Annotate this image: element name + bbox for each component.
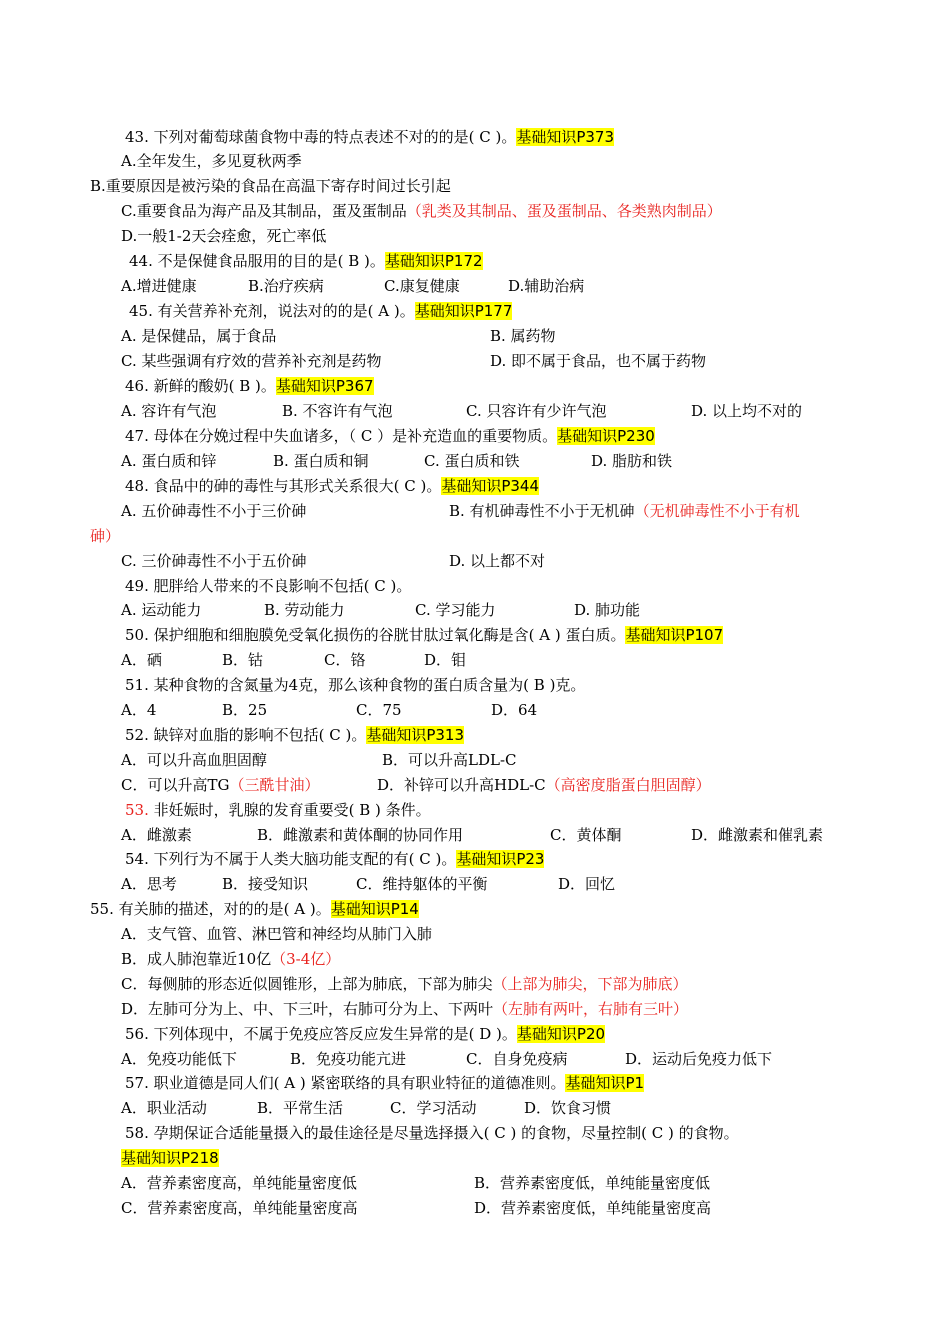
- question-43-option-b: B.重要原因是被污染的食品在高温下寄存时间过长引起: [90, 177, 451, 195]
- reference-highlight: 基础知识P23: [456, 850, 545, 868]
- option-text: C.重要食品为海产品及其制品，蛋及蛋制品: [121, 202, 407, 220]
- question-51-option-b: B．25: [222, 701, 268, 719]
- question-stem-text: 50. 保护细胞和细胞膜免受氧化损伤的谷胱甘肽过氧化酶是含( A ) 蛋白质。: [125, 626, 626, 644]
- question-56-option-d: D．运动后免疫力低下: [625, 1050, 773, 1068]
- correction-note: （无机砷毒性不小于有机: [634, 502, 800, 520]
- reference-highlight: 基础知识P172: [384, 252, 483, 270]
- question-55-option-b: [121, 949, 340, 969]
- question-45-option-a: A. 是保健品，属于食品: [121, 327, 277, 345]
- question-58-option-a: A．营养素密度高，单纯能量密度低: [121, 1174, 357, 1192]
- question-46-stem: [125, 376, 374, 396]
- correction-note: （高密度脂蛋白胆固醇）: [545, 776, 711, 794]
- option-text: B．成人肺泡靠近10亿: [121, 950, 272, 968]
- question-46-option-d: D. 以上均不对的: [691, 402, 803, 420]
- question-58-option-b: B．营养素密度低，单纯能量密度低: [474, 1174, 711, 1192]
- question-47-option-b: B. 蛋白质和铜: [273, 452, 369, 470]
- question-49-option-d: D. 肺功能: [574, 601, 641, 619]
- question-58-reference: [121, 1148, 219, 1168]
- question-48-option-d: D. 以上都不对: [449, 552, 546, 570]
- question-53-option-c: C．黄体酮: [550, 826, 622, 844]
- question-44-option-b: B.治疗疾病: [248, 277, 324, 295]
- question-45-option-b: B. 属药物: [490, 327, 556, 345]
- question-57-stem: [125, 1073, 644, 1093]
- option-text: C．可以升高TG: [121, 776, 230, 794]
- reference-highlight: 基础知识P367: [275, 377, 374, 395]
- question-47-option-c: C. 蛋白质和铁: [424, 452, 520, 470]
- question-52-stem: [125, 725, 464, 745]
- question-number-red: 53.: [125, 801, 149, 819]
- question-54-option-a: A．思考: [121, 875, 177, 893]
- reference-highlight: 基础知识P373: [516, 128, 615, 146]
- question-50-option-a: A．硒: [121, 651, 162, 669]
- question-49-option-a: A. 运动能力: [121, 601, 202, 619]
- question-51-option-a: A．4: [121, 701, 157, 719]
- question-54-stem: [125, 849, 544, 869]
- question-43-option-a: A.全年发生，多见夏秋两季: [121, 152, 302, 170]
- question-46-option-a: A. 容许有气泡: [121, 402, 217, 420]
- question-52-option-c: [121, 775, 319, 795]
- question-52-option-b: B．可以升高LDL-C: [382, 751, 517, 769]
- question-50-stem: [125, 625, 723, 645]
- reference-highlight: 基础知识P107: [625, 626, 724, 644]
- question-55-option-d: [121, 999, 688, 1019]
- question-52-option-d: [377, 775, 711, 795]
- question-43-option-d: D.一般1-2天会痊愈，死亡率低: [121, 227, 327, 245]
- question-56-stem: [125, 1024, 605, 1044]
- question-stem-text: 54. 下列行为不属于人类大脑功能支配的有( C )。: [125, 850, 457, 868]
- question-45-stem: [129, 301, 512, 321]
- question-49-option-c: C. 学习能力: [415, 601, 496, 619]
- question-57-option-b: B．平常生活: [257, 1099, 344, 1117]
- question-stem-text: 非妊娠时，乳腺的发育重要受( B ) 条件。: [148, 801, 431, 819]
- question-54-option-b: B．接受知识: [222, 875, 309, 893]
- question-53-option-a: A．雌激素: [121, 826, 192, 844]
- question-55-stem: [90, 899, 419, 919]
- question-stem-text: 47. 母体在分娩过程中失血诸多，（ C ）是补充造血的重要物质。: [125, 427, 558, 445]
- correction-note: （3-4亿）: [271, 950, 341, 968]
- correction-note-continued: 砷）: [90, 527, 121, 545]
- reference-highlight: 基础知识P230: [557, 427, 655, 445]
- reference-highlight: 基础知识P313: [366, 726, 465, 744]
- question-54-option-c: C．维持躯体的平衡: [356, 875, 488, 893]
- correction-note: （上部为肺尖，下部为肺底）: [492, 975, 688, 993]
- question-49-stem: 49. 肥胖给人带来的不良影响不包括( C )。: [125, 577, 412, 595]
- question-51-option-d: D．64: [491, 701, 538, 719]
- question-48-option-b: [449, 501, 800, 521]
- question-55-option-a: A．支气管、血管、淋巴管和神经均从肺门入肺: [121, 925, 432, 943]
- question-47-option-d: D. 脂肪和铁: [591, 452, 673, 470]
- question-46-option-b: B. 不容许有气泡: [282, 402, 393, 420]
- question-stem-text: 43. 下列对葡萄球菌食物中毒的特点表述不对的的是( C )。: [125, 128, 517, 146]
- question-57-option-c: C．学习活动: [390, 1099, 477, 1117]
- question-stem-text: 48. 食品中的砷的毒性与其形式关系很大( C )。: [125, 477, 442, 495]
- question-43-option-c: [121, 201, 722, 221]
- correction-note: （左肺有两叶，右肺有三叶）: [493, 1000, 689, 1018]
- question-56-option-b: B．免疫功能亢进: [290, 1050, 407, 1068]
- question-47-stem: [125, 426, 655, 446]
- question-58-option-d: D．营养素密度低，单纯能量密度高: [474, 1199, 712, 1217]
- correction-note: （乳类及其制品、蛋及蛋制品、各类熟肉制品）: [406, 202, 722, 220]
- question-44-option-d: D.辅助治病: [508, 277, 585, 295]
- question-57-option-d: D．饮食习惯: [524, 1099, 612, 1117]
- correction-note: （三酰甘油）: [229, 776, 320, 794]
- question-53-option-b: B．雌激素和黄体酮的协同作用: [257, 826, 464, 844]
- question-56-option-c: C．自身免疫病: [466, 1050, 568, 1068]
- question-stem-text: 52. 缺锌对血脂的影响不包括( C )。: [125, 726, 367, 744]
- reference-highlight: 基础知识P14: [330, 900, 419, 918]
- question-53-option-d: D．雌激素和催乳素: [691, 826, 824, 844]
- option-text: D．左肺可分为上、中、下三叶，右肺可分为上、下两叶: [121, 1000, 494, 1018]
- question-stem-text: 55. 有关肺的描述，对的的是( A )。: [90, 900, 331, 918]
- question-stem-text: 45. 有关营养补充剂，说法对的的是( A )。: [129, 302, 415, 320]
- question-53-stem: [125, 800, 431, 820]
- question-57-option-a: A．职业活动: [121, 1099, 207, 1117]
- reference-highlight: 基础知识P20: [516, 1025, 606, 1043]
- question-44-stem: [129, 251, 483, 271]
- question-45-option-d: D. 即不属于食品，也不属于药物: [490, 352, 707, 370]
- question-50-option-b: B．钴: [222, 651, 264, 669]
- question-55-option-c: [121, 974, 688, 994]
- reference-highlight: 基础知识P344: [441, 477, 540, 495]
- option-text: B. 有机砷毒性不小于无机砷: [449, 502, 635, 520]
- question-stem-text: 56. 下列体现中，不属于免疫应答反应发生异常的是( D )。: [125, 1025, 517, 1043]
- question-47-option-a: A. 蛋白质和锌: [121, 452, 217, 470]
- question-48-option-a: A. 五价砷毒性不小于三价砷: [121, 502, 307, 520]
- option-text: D．补锌可以升高HDL-C: [377, 776, 546, 794]
- question-58-stem: 58. 孕期保证合适能量摄入的最佳途径是尽量选择摄入( C ) 的食物，尽量控制( C ) 的食物。: [125, 1124, 739, 1142]
- question-stem-text: 46. 新鲜的酸奶( B )。: [125, 377, 276, 395]
- question-54-option-d: D．回忆: [558, 875, 616, 893]
- question-48-option-c: C. 三价砷毒性不小于五价砷: [121, 552, 307, 570]
- reference-highlight: 基础知识P218: [121, 1149, 219, 1167]
- reference-highlight: 基础知识P177: [414, 302, 513, 320]
- question-stem-text: 44. 不是保健食品服用的目的是( B )。: [129, 252, 385, 270]
- question-45-option-c: C. 某些强调有疗效的营养补充剂是药物: [121, 352, 382, 370]
- question-51-option-c: C．75: [356, 701, 402, 719]
- question-50-option-c: C．铬: [324, 651, 366, 669]
- option-text: C．每侧肺的形态近似圆锥形，上部为肺底，下部为肺尖: [121, 975, 493, 993]
- question-50-option-d: D．钼: [424, 651, 467, 669]
- question-stem-text: 57. 职业道德是同人们( A ) 紧密联络的具有职业特征的道德准则。: [125, 1074, 566, 1092]
- question-44-option-c: C.康复健康: [384, 277, 460, 295]
- question-52-option-a: A．可以升高血胆固醇: [121, 751, 267, 769]
- question-43-stem: [125, 127, 614, 147]
- question-44-option-a: A.增进健康: [121, 277, 197, 295]
- reference-highlight: 基础知识P1: [565, 1074, 645, 1092]
- question-58-option-c: C．营养素密度高，单纯能量密度高: [121, 1199, 358, 1217]
- question-48-stem: [125, 476, 539, 496]
- question-51-stem: 51. 某种食物的含氮量为4克，那么该种食物的蛋白质含量为( B )克。: [125, 676, 586, 694]
- question-46-option-c: C. 只容许有少许气泡: [466, 402, 607, 420]
- question-56-option-a: A．免疫功能低下: [121, 1050, 237, 1068]
- question-49-option-b: B. 劳动能力: [264, 601, 345, 619]
